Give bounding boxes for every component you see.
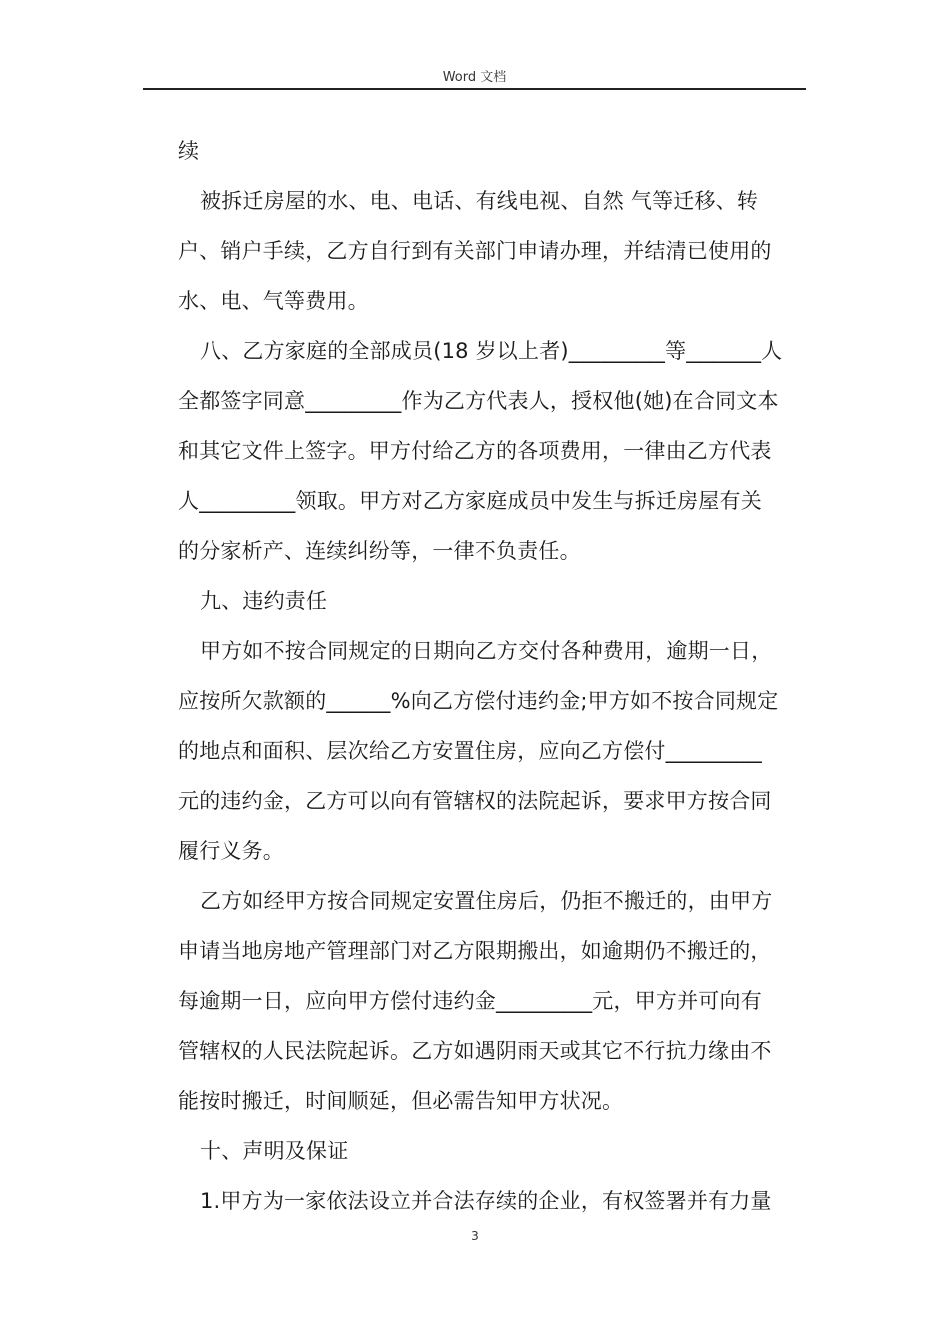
text-line: 申请当地房地产管理部门对乙方限期搬出，如逾期仍不搬迁的， <box>178 939 772 963</box>
page-header <box>143 66 806 90</box>
text-line: 元的违约金，乙方可以向有管辖权的法院起诉，要求甲方按合同 <box>178 789 772 813</box>
page-number: 3 <box>471 1229 479 1243</box>
text-line: 和其它文件上签字。甲方付给乙方的各项费用，一律由乙方代表 <box>178 439 772 463</box>
text-line: 1.甲方为一家依法设立并合法存续的企业，有权签署并有力量 <box>200 1189 772 1213</box>
text-line: 续 <box>178 139 200 163</box>
text-line: 十、声明及保证 <box>200 1139 349 1163</box>
text-line: 户、销户手续，乙方自行到有关部门申请办理，并结清已使用的 <box>178 239 772 263</box>
text-line: 履行义务。 <box>178 839 284 863</box>
text-line: 能按时搬迁，时间顺延，但必需告知甲方状况。 <box>178 1089 624 1113</box>
text-line: 水、电、气等费用。 <box>178 289 369 313</box>
text-line: 管辖权的人民法院起诉。乙方如遇阴雨天或其它不行抗力缘由不 <box>178 1039 772 1063</box>
text-line: 每逾期一日，应向甲方偿付违约金_________元，甲方并可向有 <box>178 989 762 1013</box>
text-line: 的分家析产、连续纠纷等，一律不负责任。 <box>178 539 581 563</box>
text-line: 人_________领取。甲方对乙方家庭成员中发生与拆迁房屋有关 <box>178 489 762 513</box>
document-body <box>178 126 808 1226</box>
text-line: 全都签字同意_________作为乙方代表人，授权他(她)在合同文本 <box>178 389 779 413</box>
text-line: 被拆迁房屋的水、电、电话、有线电视、自然 气等迁移、转 <box>200 189 759 213</box>
text-line: 九、违约责任 <box>200 589 328 613</box>
text-line: 甲方如不按合同规定的日期向乙方交付各种费用，逾期一日， <box>200 639 773 663</box>
text-line: 乙方如经甲方按合同规定安置住房后，仍拒不搬迁的，由甲方 <box>200 889 773 913</box>
header-title: Word 文档 <box>442 70 507 85</box>
text-line: 的地点和面积、层次给乙方安置住房，应向乙方偿付_________ <box>178 739 762 763</box>
text-line: 应按所欠款额的______%向乙方偿付违约金;甲方如不按合同规定 <box>178 689 779 713</box>
text-line: 八、乙方家庭的全部成员(18 岁以上者)_________等_______人 <box>200 339 783 363</box>
